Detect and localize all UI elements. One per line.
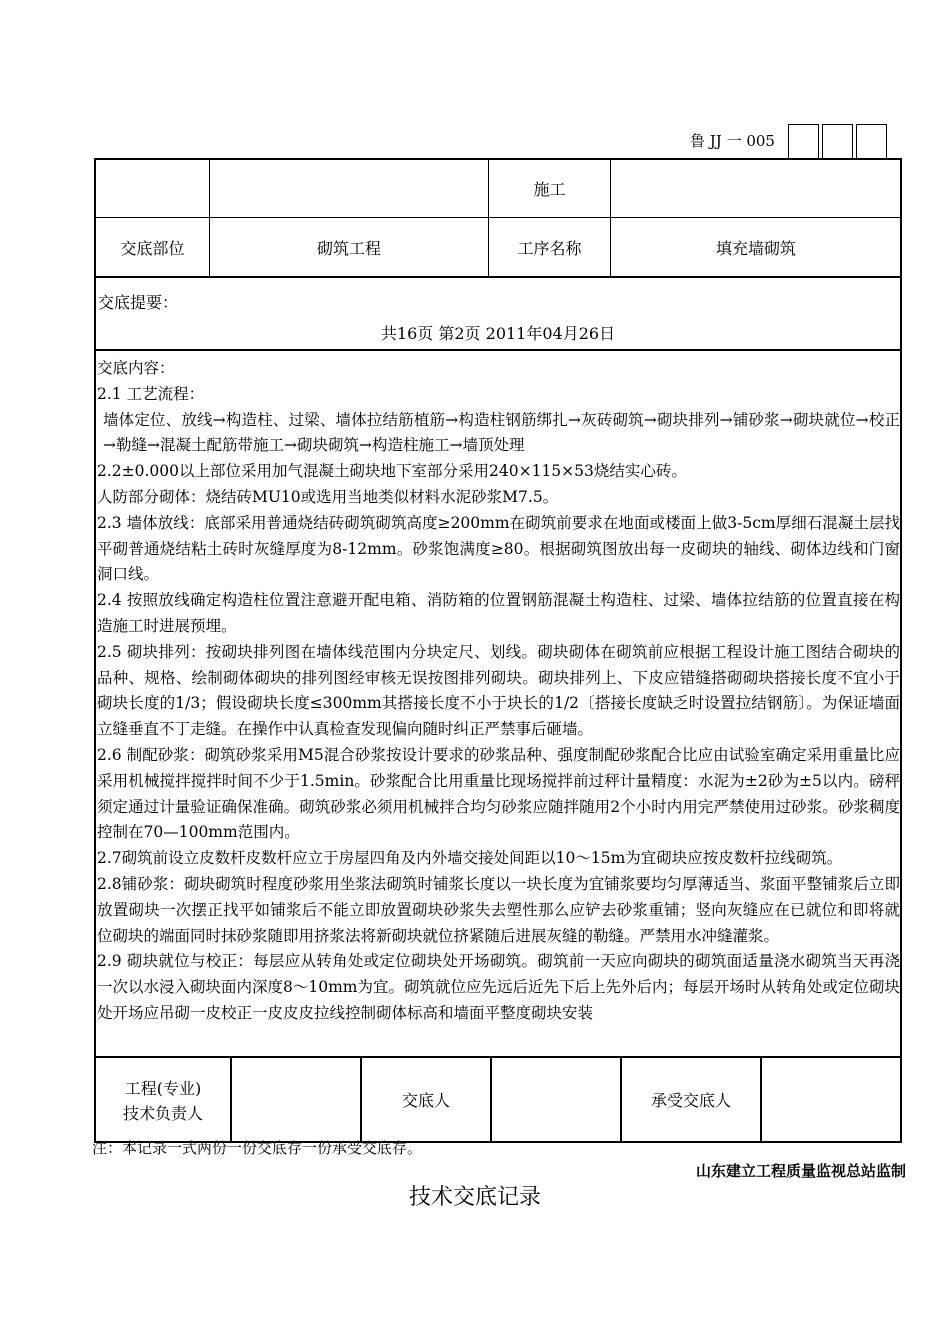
footer-note: 注：本记录一式两份一份交底存一份承受交底存。	[92, 1139, 423, 1157]
project-name-value[interactable]	[210, 160, 488, 217]
content-paragraph: 2.9 砌块就位与校正：每层应从转角处或定位砌块处开场砌筑。砌筑前一天应向砌块的砌筑面适量浇水砌筑当天再浇一次以水浸入砌块面内深度8～10mm为宜。砌筑就位应先远后近先下后上先外后内；每层开场时从转角处或定位砌块处开场应吊砌一皮校正一皮皮皮拉线控制砌体标高和墙面平整度砌块安装	[97, 952, 900, 1022]
process-value: 填充墙砌筑	[715, 238, 796, 258]
process-label: 工序名称	[517, 238, 582, 258]
content-paragraph: 人防部分砌体：烧结砖MU10或选用当地类似材料水泥砂浆M7.5。	[97, 487, 559, 506]
content-paragraph: 2.7砌筑前设立皮数杆皮数杆应立于房屋四角及内外墙交接处间距以10～15m为宜砌块应按皮数杆拉线砌筑。	[97, 849, 843, 868]
discloser-signature[interactable]	[492, 1058, 620, 1143]
code-box-3[interactable]	[856, 124, 887, 158]
supervisor-org: 山东建立工程质量监视总站监制	[695, 1162, 906, 1180]
receiver-signature[interactable]	[762, 1058, 902, 1143]
content-paragraph: 2.8铺砂浆：砌块砌筑时程度砂浆用坐浆法砌筑时铺浆长度以一块长度为宜铺浆要均匀厚薄适当、浆面平整铺浆后立即放置砌块一次摆正找平如铺浆后不能立即放置砌块砂浆失去塑性那么应铲去砂浆重铺；竖向灰缝应在已就位和即将就位砌块的端面同时抹砂浆随即用挤浆法将新砌块就位挤紧随后进展灰缝的勒缝。严禁用水冲缝灌浆。	[97, 874, 900, 945]
form-code: 鲁 JJ 一 005	[690, 132, 775, 150]
discloser-label: 交底人	[401, 1091, 450, 1110]
part-label: 交底部位	[120, 238, 185, 258]
content-paragraph: 2.5 砌块排列：按砌块排列图在墙体线范围内分块定尺、划线。砌块砌体在砌筑前应根据工程设计施工图结合砌块的品种、规格、绘制砌体砌块的排列图经审核无误按图排列砌块。砌块排列上、下皮应错缝搭砌砌块搭接长度不宜小于砌块长度的1/3；假设砌块长度≤300mm其搭接长度不小于块长的1/2〔搭接长度缺乏时设置拉结钢筋〕。为保证墙面立缝垂直不丁走缝。在操作中认真检查发现偏向随时纠正严禁事后砸墙。	[97, 642, 900, 739]
code-box-2[interactable]	[822, 124, 853, 158]
part-value: 砌筑工程	[316, 238, 381, 258]
tech-lead-line2: 技术负责人	[122, 1103, 203, 1123]
disclosure-table	[94, 158, 902, 1143]
form-code-row	[690, 124, 887, 158]
tech-lead-signature[interactable]	[232, 1058, 360, 1143]
content-paragraph: 墙体定位、放线→构造柱、过梁、墙体拉结筋植筋→构造柱钢筋绑扎→灰砖砌筑→砌块排列→铺砂浆→砌块就位→校正→勒缝→混凝土配筋带施工→砌块砌筑→构造柱施工→墙顶处理	[103, 410, 900, 455]
content-paragraph: 2.1 工艺流程：	[97, 384, 205, 403]
project-name-cell[interactable]	[96, 160, 209, 217]
content-paragraph: 2.2±0.000以上部位采用加气混凝土砌块地下室部分采用240×115×53烧结实心砖。	[97, 462, 687, 481]
page-info: 共16页 第2页 2011年04月26日	[380, 324, 616, 343]
content-label: 交底内容：	[97, 359, 175, 377]
document-title: 技术交底记录	[408, 1185, 541, 1210]
content-paragraph: 2.3 墙体放线：底部采用普通烧结砖砌筑砌筑高度≥200mm在砌筑前要求在地面或楼面上做3-5cm厚细石混凝土层找平砌普通烧结粘土砖时灰缝厚度为8-12mm。砂浆饱满度≥80。根据砌筑图放出每一皮砌块的轴线、砌体边线和门窗洞口线。	[97, 513, 900, 584]
tech-lead-line1: 工程(专业)	[124, 1078, 202, 1098]
content-paragraph: 2.6 制配砂浆：砌筑砂浆采用M5混合砂浆按设计要求的砂浆品种、强度制配砂浆配合比应由试验室确定采用重量比应采用机械搅拌搅拌时间不少于1.5min。砂浆配合比用重量比现场搅拌前过秤计量精度：水泥为±2砂为±5以内。磅秤须定通过计量验证确保准确。砌筑砂浆必须用机械拌合均匀砂浆应随拌随用2个小时内用完严禁使用过砂浆。砂浆稠度控制在70—100mm范围内。	[97, 745, 900, 842]
code-box-1[interactable]	[788, 124, 819, 158]
construction-unit-value[interactable]	[611, 160, 901, 217]
disclosure-content	[96, 356, 902, 1027]
content-paragraph: 2.4 按照放线确定构造柱位置注意避开配电箱、消防箱的位置钢筋混凝土构造柱、过梁、墙体拉结筋的位置直接在构造施工时进展预埋。	[97, 591, 900, 635]
receiver-label: 承受交底人	[650, 1091, 731, 1110]
tech-lead-label	[96, 1058, 230, 1143]
summary-label: 交底提要：	[98, 293, 179, 312]
construction-label: 施工	[533, 180, 566, 199]
